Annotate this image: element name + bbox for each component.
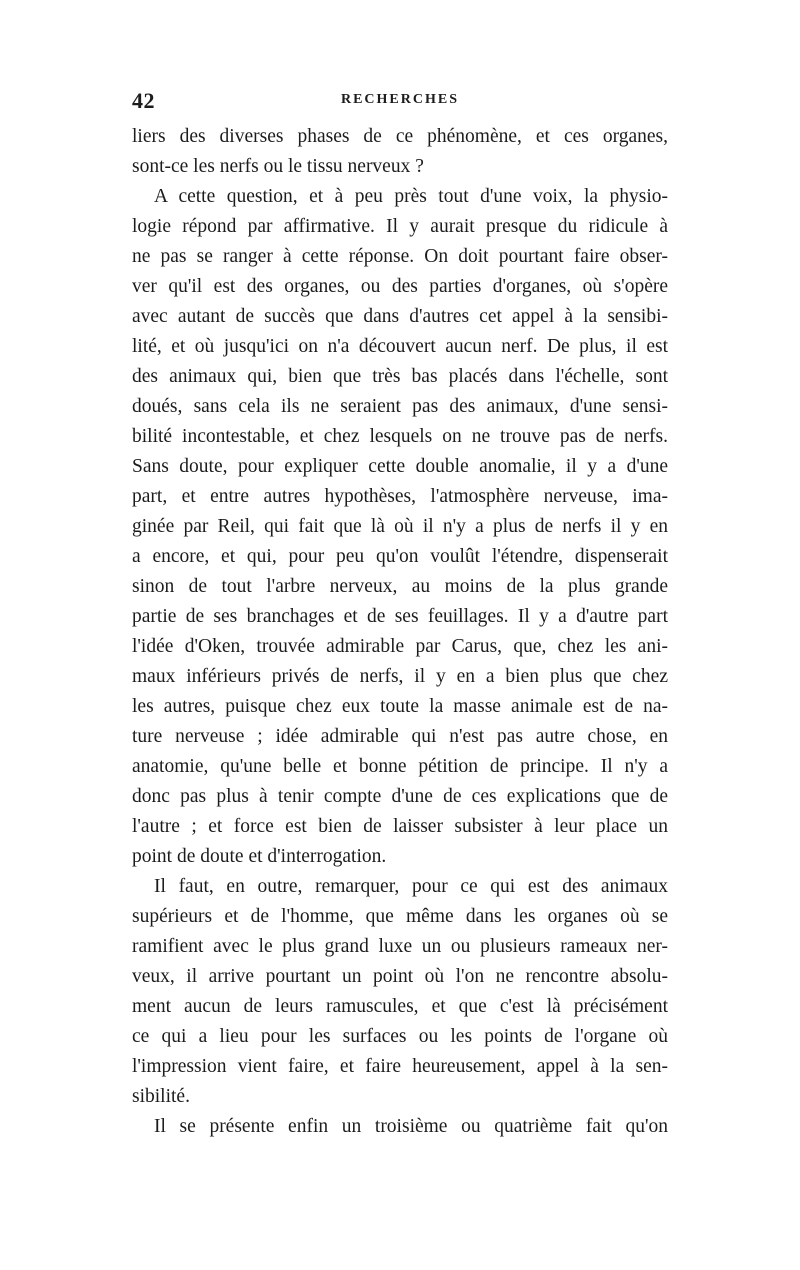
text-line: bilité incontestable, et chez lesquels on ne trouve pas de nerfs.	[132, 426, 668, 447]
text-line: a encore, et qui, pour peu qu'on voulût l'étendre, dispenserait	[132, 546, 668, 567]
text-line: ginée par Reil, qui fait que là où il n'y a plus de nerfs il y en	[132, 516, 668, 537]
text-line: Il se présente enfin un troisième ou quatrième fait qu'on	[154, 1116, 668, 1137]
text-line: l'idée d'Oken, trouvée admirable par Carus, que, chez les ani-	[132, 636, 668, 657]
text-line: liers des diverses phases de ce phénomène, et ces organes,	[132, 126, 668, 147]
text-line: des animaux qui, bien que très bas placés dans l'échelle, sont	[132, 366, 668, 387]
text-line: ce qui a lieu pour les surfaces ou les points de l'organe où	[132, 1026, 668, 1047]
text-line: A cette question, et à peu près tout d'une voix, la physio-	[154, 186, 668, 207]
text-line: Il faut, en outre, remarquer, pour ce qui est des animaux	[154, 876, 668, 897]
running-title: RECHERCHES	[340, 92, 460, 107]
body-text	[132, 122, 668, 1142]
text-line: point de doute et d'interrogation.	[132, 846, 387, 867]
text-line: lité, et où jusqu'ici on n'a découvert aucun nerf. De plus, il est	[132, 336, 668, 357]
text-line: maux inférieurs privés de nerfs, il y en a bien plus que chez	[132, 666, 668, 687]
text-line: ramifient avec le plus grand luxe un ou plusieurs rameaux ner-	[132, 936, 668, 957]
text-line: donc pas plus à tenir compte d'une de ces explications que de	[132, 786, 668, 807]
text-line: supérieurs et de l'homme, que même dans les organes où se	[132, 906, 668, 927]
text-line: partie de ses branchages et de ses feuillages. Il y a d'autre part	[132, 606, 668, 627]
text-line: logie répond par affirmative. Il y aurait presque du ridicule à	[132, 216, 668, 237]
text-line: doués, sans cela ils ne seraient pas des animaux, d'une sensi-	[132, 396, 668, 417]
text-line: part, et entre autres hypothèses, l'atmosphère nerveuse, ima-	[132, 486, 668, 507]
text-line: ment aucun de leurs ramuscules, et que c'est là précisément	[132, 996, 668, 1017]
page-header	[132, 88, 668, 118]
text-line: anatomie, qu'une belle et bonne pétition de principe. Il n'y a	[132, 756, 668, 777]
text-line: Sans doute, pour expliquer cette double anomalie, il y a d'une	[132, 456, 668, 477]
page-number: 42	[132, 88, 155, 113]
text-line: sinon de tout l'arbre nerveux, au moins de la plus grande	[132, 576, 668, 597]
text-line: veux, il arrive pourtant un point où l'on ne rencontre absolu-	[132, 966, 668, 987]
text-line: l'autre ; et force est bien de laisser subsister à leur place un	[132, 816, 668, 837]
text-line: ture nerveuse ; idée admirable qui n'est pas autre chose, en	[132, 726, 668, 747]
text-line: sont-ce les nerfs ou le tissu nerveux ?	[132, 156, 424, 177]
text-line: sibilité.	[132, 1086, 190, 1107]
text-line: l'impression vient faire, et faire heureusement, appel à la sen-	[132, 1056, 668, 1077]
text-line: ver qu'il est des organes, ou des parties d'organes, où s'opère	[132, 276, 668, 297]
text-line: avec autant de succès que dans d'autres cet appel à la sensibi-	[132, 306, 668, 327]
text-line: les autres, puisque chez eux toute la masse animale est de na-	[132, 696, 668, 717]
text-line: ne pas se ranger à cette réponse. On doit pourtant faire obser-	[132, 246, 668, 267]
